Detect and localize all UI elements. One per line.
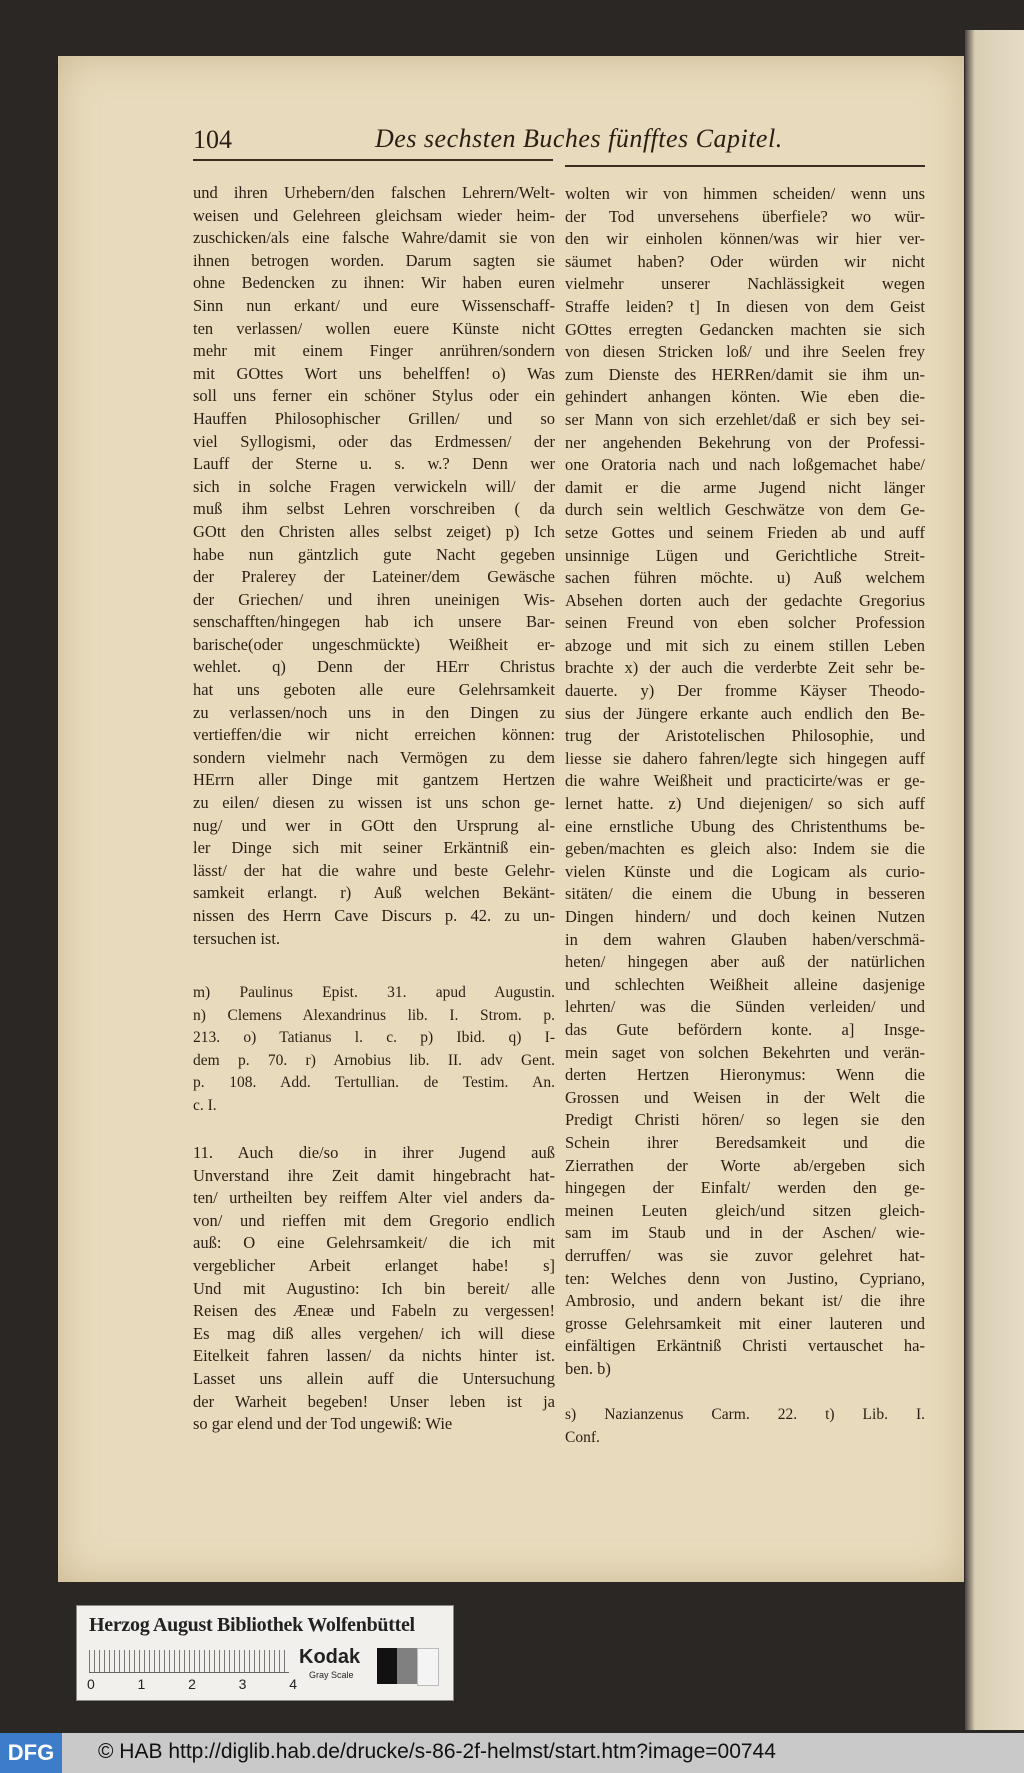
ruler-number: 3: [238, 1676, 247, 1692]
text-line: wehlet. q) Denn der HErr Christus: [193, 657, 555, 677]
ruler-number: 4: [289, 1676, 297, 1692]
text-line: wolten wir von himmen scheiden/ wenn uns: [565, 184, 925, 203]
text-line: von diesen Stricken loß/ und ihre Seelen frey: [565, 342, 925, 362]
text-line: nug/ und wer in GOtt den Ursprung al-: [193, 815, 555, 835]
text-line: säumet haben? Oder würden wir nicht: [565, 251, 925, 271]
text-line: hingegen der Einfalt/ werden den ge-: [565, 1178, 925, 1198]
text-line: ner angehenden Bekehrung von der Professi-: [565, 432, 925, 452]
text-line: s) Nazianzenus Carm. 22. t) Lib. I.: [565, 1406, 925, 1423]
text-line: die wahre Weißheit und practicirte/was er ge-: [565, 771, 925, 791]
text-line: ten/ urtheilten bey reiffem Alter viel anders da-: [193, 1188, 555, 1208]
text-line: der Tod unversehens überfiele? wo wür-: [565, 206, 925, 226]
text-line: Reisen des Æneæ und Fabeln zu vergessen!: [193, 1301, 555, 1321]
text-line: mit GOttes Wort uns behelffen! o) Was: [193, 363, 555, 383]
text-line: mehr mit einem Finger anrühren/sondern: [193, 341, 555, 361]
gray-swatch-white: [417, 1648, 439, 1686]
text-line: hat uns geboten alle eure Gelehrsamkeit: [193, 680, 555, 700]
text-line: Eitelkeit fahren lassen/ da nichts hinter ist.: [193, 1346, 555, 1366]
text-line: p. 108. Add. Tertullian. de Testim. An.: [193, 1074, 555, 1092]
source-url[interactable]: © HAB http://diglib.hab.de/drucke/s-86-2f-helmst/start.htm?image=00744: [98, 1740, 776, 1763]
text-line: Sinn nun erkant/ und eure Wissenschaff-: [193, 295, 555, 315]
text-line: heten/ hingegen aber auß der natürlichen: [565, 952, 925, 972]
header-rule-right: [565, 165, 925, 167]
text-line: sam im Staub und in der Aschen/ wie-: [565, 1223, 925, 1243]
text-line: n) Clemens Alexandrinus lib. I. Strom. p.: [193, 1006, 555, 1024]
text-line: geben/machten es gleich also: Indem sie die: [565, 839, 925, 859]
text-line: ben. b): [565, 1358, 611, 1378]
right-column-body: [565, 183, 925, 1380]
header-rule-left: [193, 159, 553, 161]
text-line: das Gute befördern konte. a] Insge-: [565, 1019, 925, 1039]
text-line: ihnen betrogen worden. Darum sagten sie: [193, 250, 555, 270]
text-line: sitäten/ die einem die Ubung in besseren: [565, 884, 925, 904]
gray-swatch-mid: [397, 1648, 417, 1684]
kodak-brand: Kodak: [299, 1646, 361, 1668]
text-line: meinen Leuten gleich/und sitzen gleich-: [565, 1200, 925, 1220]
text-line: der Pralerey der Lateiner/dem Gewäsche: [193, 567, 555, 587]
text-line: Dingen hindern/ und doch keinen Nutzen: [565, 907, 925, 926]
text-line: und ihren Urhebern/den falschen Lehrern/Welt-: [193, 183, 555, 202]
text-line: ten: Welches denn von Justino, Cypriano,: [565, 1268, 925, 1288]
text-line: brachte x) der auch die verderbte Zeit sehr be-: [565, 658, 925, 678]
text-line: barische(oder ungeschmückte) Weißheit er-: [193, 634, 555, 654]
text-line: eine ernstliche Ubung des Christenthums be-: [565, 816, 925, 836]
text-line: samkeit erlangt. r) Auß welchen Bekänt-: [193, 883, 555, 903]
dfg-logo: DFG: [0, 1733, 62, 1773]
text-line: Ambrosio, und andern bekant ist/ die ihre: [565, 1291, 925, 1311]
text-line: zum Dienste des HERRen/damit sie ihm un-: [565, 364, 925, 384]
text-line: muß ihm selbst Lehren vorschreiben ( da: [193, 499, 555, 519]
text-line: Schein ihrer Beredsamkeit und die: [565, 1132, 925, 1152]
text-line: unsinnige Lügen und Gerichtliche Streit-: [565, 545, 925, 565]
right-column-footnotes: [565, 1404, 925, 1449]
text-line: vergeblicher Arbeit erlanget habe! s]: [193, 1255, 555, 1275]
left-column-footnotes: [193, 982, 555, 1118]
library-name: Herzog August Bibliothek Wolfenbüttel: [89, 1614, 415, 1636]
text-line: einfältigen Erkäntniß Christi vertauschet ha-: [565, 1336, 925, 1356]
text-line: vielmehr unserer Nachlässigkeit wegen: [565, 274, 925, 294]
text-line: vertieffen/die wir nicht erreichen können:: [193, 725, 555, 745]
text-line: zuschicken/als eine falsche Wahre/damit sie von: [193, 228, 555, 248]
text-line: setze Gottes und seinem Frieden ab und auff: [565, 522, 925, 542]
text-line: m) Paulinus Epist. 31. apud Augustin.: [193, 984, 555, 1001]
running-head: Des sechsten Buches fünfftes Capitel.: [375, 124, 783, 153]
gray-scale-label: Gray Scale: [309, 1670, 354, 1680]
text-line: GOttes erregten Gedancken machten sie sich: [565, 319, 925, 339]
text-line: vielen Künste und die Logicam als curio-: [565, 861, 925, 881]
footer-bar: [0, 1733, 1024, 1773]
text-line: 11. Auch die/so in ihrer Jugend auß: [193, 1143, 555, 1162]
text-line: lehrten/ was die Sünden verleiden/ und: [565, 997, 925, 1017]
text-line: derten Hertzen Hieronymus: Wenn die: [565, 1065, 925, 1085]
ruler-numbers: [87, 1676, 297, 1692]
text-line: damit er die arme Jugend nicht länger: [565, 477, 925, 497]
text-line: Conf.: [565, 1428, 600, 1446]
text-line: HErrn aller Dinge mit gantzem Hertzen: [193, 770, 555, 790]
paragraph-11: [193, 1142, 555, 1436]
text-line: grosse Gelehrsamkeit mit einer lauteren und: [565, 1313, 925, 1333]
text-line: ohne Bedencken zu ihnen: Wir haben euren: [193, 273, 555, 293]
text-line: in dem wahren Glauben haben/verschmä-: [565, 929, 925, 949]
text-line: habe nun gäntzlich gute Nacht gegeben: [193, 544, 555, 564]
text-line: one Oratoria nach und nach loßgemachet habe/: [565, 455, 925, 475]
text-line: ten verlassen/ wollen euere Künste nicht: [193, 318, 555, 338]
text-line: so gar elend und der Tod ungewiß: Wie: [193, 1414, 453, 1434]
text-line: 213. o) Tatianus l. c. p) Ibid. q) I-: [193, 1029, 555, 1047]
text-line: sius der Jüngere erkante auch endlich den Be-: [565, 703, 925, 723]
text-line: Zierrathen der Worte ab/ergeben sich: [565, 1155, 925, 1175]
text-line: durch sein weltlich Geschwätze von dem Ge-: [565, 500, 925, 520]
next-page-edge: [965, 30, 1024, 1730]
text-line: Predigt Christi hören/ so legen sie den: [565, 1110, 925, 1130]
text-line: GOtt den Christen alles selbst zeiget) p) Ich: [193, 521, 555, 541]
text-line: zu verlassen/noch uns in den Dingen zu: [193, 702, 555, 722]
text-line: viel Syllogismi, oder das Erdmessen/ der: [193, 431, 555, 451]
text-line: c. I.: [193, 1096, 217, 1114]
text-line: und schlechten Weißheit alleine dasjenige: [565, 974, 925, 994]
text-line: der Warheit begeben! Unser leben ist ja: [193, 1391, 555, 1411]
left-column-body: [193, 182, 555, 950]
text-line: ler Dinge sich mit seiner Erkäntniß ein-: [193, 838, 555, 858]
text-line: tersuchen ist.: [193, 928, 281, 948]
text-line: auß: O eine Gelehrsamkeit/ die ich mit: [193, 1233, 555, 1253]
ruler-number: 0: [87, 1676, 95, 1692]
text-line: dauerte. y) Der fromme Käyser Theodo-: [565, 681, 925, 701]
text-line: senschafften/hingegen hab ich unsere Bar-: [193, 612, 555, 632]
text-line: trug der Aristotelischen Philosophie, und: [565, 726, 925, 746]
text-line: Es mag diß alles vergehen/ ich will diese: [193, 1323, 555, 1343]
text-line: Unverstand ihre Zeit damit hingebracht hat-: [193, 1165, 555, 1185]
text-line: Straffe leiden? t] In diesen von dem Geist: [565, 296, 925, 316]
text-line: sachen führen möchte. u) Auß welchem: [565, 568, 925, 588]
text-line: lässt/ der hat die wahre und beste Gelehr-: [193, 860, 555, 880]
text-line: sondern vielmehr nach Vermögen zu dem: [193, 747, 555, 767]
text-line: abzoge und mit sich zu einem stillen Leben: [565, 635, 925, 655]
text-line: dem p. 70. r) Arnobius lib. II. adv Gent.: [193, 1051, 555, 1069]
text-line: Absehen dorten auch der gedachte Gregorius: [565, 590, 925, 610]
text-line: Hauffen Philosophischer Grillen/ und so: [193, 408, 555, 428]
text-line: Lasset uns allein auff die Untersuchung: [193, 1368, 555, 1388]
text-line: zu eilen/ diesen zu wissen ist uns schon ge-: [193, 793, 555, 813]
text-line: den wir einholen können/was wir hier ver-: [565, 229, 925, 249]
text-line: der Griechen/ und ihren uneinigen Wis-: [193, 589, 555, 609]
text-line: seinen Freund von eben solcher Profession: [565, 613, 925, 633]
ruler: [89, 1650, 289, 1673]
text-line: nissen des Herrn Cave Discurs p. 42. zu un-: [193, 906, 555, 925]
text-line: derruffen/ was sie zuvor gelehret hat-: [565, 1245, 925, 1265]
page-number: 104: [193, 125, 232, 154]
text-line: soll uns ferner ein schöner Stylus oder ein: [193, 386, 555, 406]
text-line: von/ und rieffen mit dem Gregorio endlich: [193, 1210, 555, 1230]
text-line: ser Mann von sich erzehlet/daß er sich bey sei-: [565, 409, 925, 429]
ruler-number: 1: [137, 1676, 146, 1692]
gray-swatch-black: [377, 1648, 397, 1684]
ruler-number: 2: [188, 1676, 196, 1692]
scan-calibration-label: [76, 1605, 454, 1701]
text-line: Und mit Augustino: Ich bin bereit/ alle: [193, 1278, 555, 1298]
text-line: gehindert anhangen könten. Wie eben die-: [565, 387, 925, 407]
text-line: weisen und Gelehreen gleichsam wieder heim-: [193, 205, 555, 225]
text-line: liesse sie dahero fahren/legte sich hingegen auff: [565, 748, 925, 768]
text-line: lernet hatte. z) Und diejenigen/ so sich auff: [565, 794, 925, 814]
text-line: Lauff der Sterne u. s. w.? Denn wer: [193, 454, 555, 474]
text-line: mein saget von solchen Bekehrten und verän-: [565, 1042, 925, 1062]
text-line: Grossen und Weisen in der Welt die: [565, 1087, 925, 1107]
text-line: sich in solche Fragen verwickeln will/ der: [193, 476, 555, 496]
